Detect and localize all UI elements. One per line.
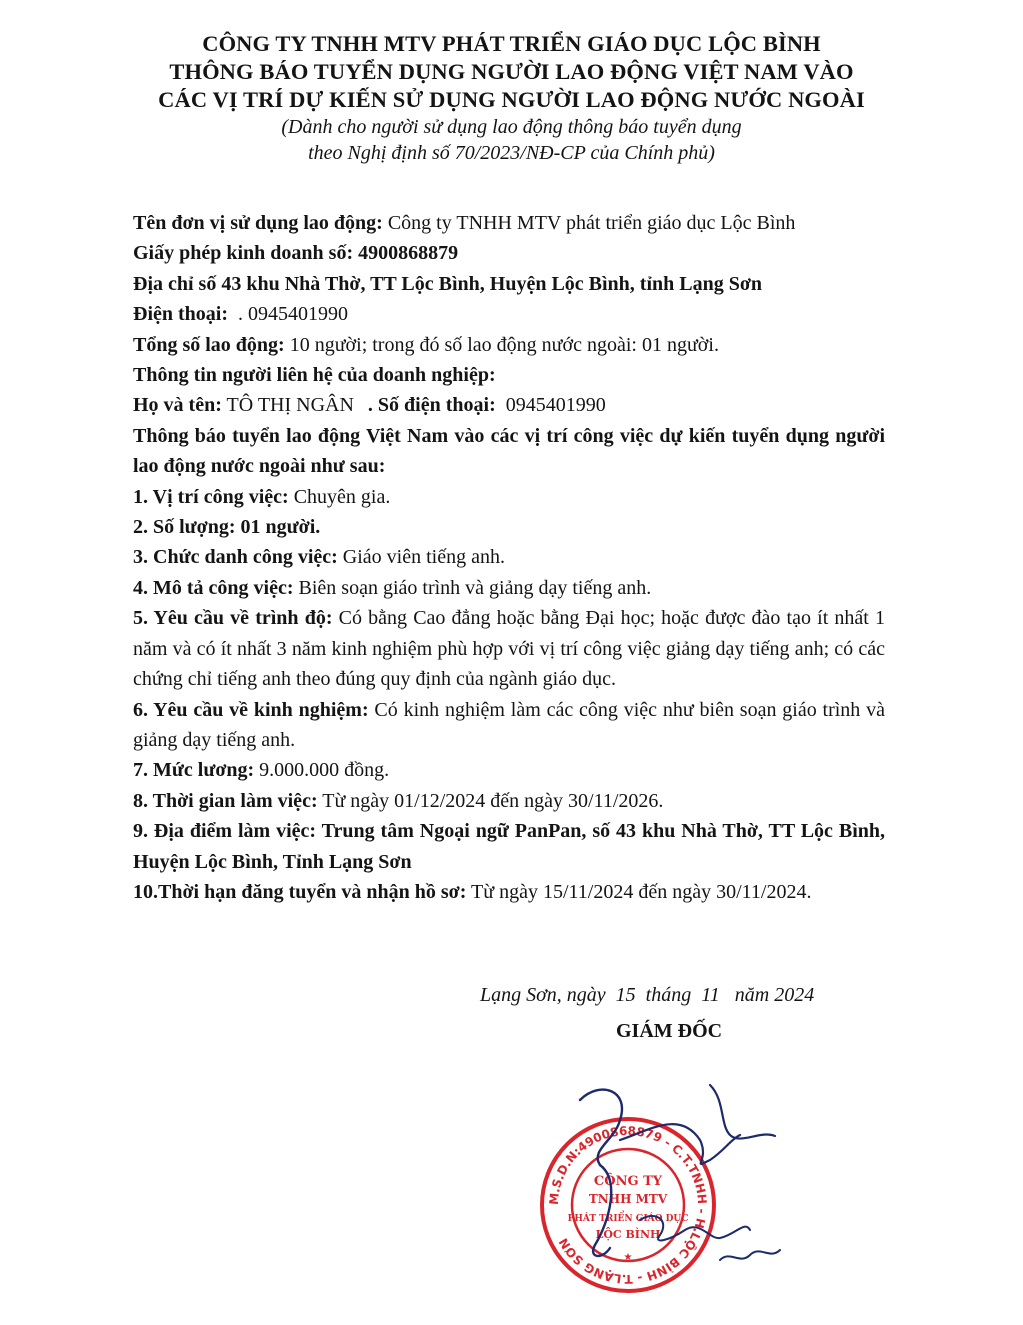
signature-handwritten-name: [640, 1216, 750, 1240]
item-1: [133, 482, 885, 512]
item-6: [133, 695, 885, 756]
item-10: [133, 877, 885, 907]
phone-line: [133, 299, 885, 329]
item-7-value: 9.000.000 đồng.: [254, 759, 390, 782]
address-text: Địa chỉ số 43 khu Nhà Thờ, TT Lộc Bình, Huyện Lộc Bình, tỉnh Lạng Sơn: [133, 272, 763, 295]
seal-line-4: LỘC BÌNH: [595, 1228, 661, 1241]
total-workers-label: Tổng số lao động:: [133, 333, 285, 356]
item-4-label: 4. Mô tả công việc:: [133, 576, 294, 599]
item-9-label: 9. Địa điểm làm việc: Trung tâm Ngoại ngữ PanPan, số 43 khu Nhà Thờ, TT Lộc Bình, Huyện Lộc Bình, Tỉnh Lạng Sơn: [133, 820, 885, 873]
item-4-value: Biên soạn giáo trình và giảng dạy tiếng anh.: [293, 576, 652, 599]
intro-text: Thông báo tuyển lao động Việt Nam vào các vị trí công việc dự kiến tuyển dụng người lao động nước ngoài như sau:: [133, 424, 885, 478]
seal-ring-text-path: M.S.D.N:4900868879 - C.T.TNHH - H.LỘC BÌNH - T.LẠNG SƠN: [546, 1123, 710, 1287]
contact-heading-line: [133, 360, 885, 390]
contact-line: [133, 390, 885, 420]
contact-heading: Thông tin người liên hệ của doanh nghiệp:: [133, 364, 496, 387]
seal-star-icon: ★: [623, 1252, 633, 1263]
item-3-label: 3. Chức danh công việc:: [133, 546, 338, 569]
notice-title-line-2: CÁC VỊ TRÍ DỰ KIẾN SỬ DỤNG NGƯỜI LAO ĐỘNG NƯỚC NGOÀI: [158, 87, 865, 112]
item-2: [133, 512, 885, 542]
item-2-label: 2. Số lượng: 01 người.: [133, 516, 321, 539]
signature-stroke-top: [710, 1085, 775, 1139]
contact-name-label: Họ và tên:: [133, 394, 222, 417]
item-5: [133, 603, 885, 694]
intro-paragraph: [133, 421, 885, 482]
address-line: [133, 269, 885, 299]
employer-line: [133, 208, 885, 238]
employer-value: Công ty TNHH MTV phát triển giáo dục Lộc Bình: [382, 212, 796, 234]
contact-phone-value: 0945401990: [495, 394, 606, 417]
seal-line-2: TNHH MTV: [588, 1192, 668, 1206]
document-header: [0, 30, 1023, 166]
phone-value: . 0945401990: [228, 303, 348, 326]
signature-stroke-main: [580, 1090, 622, 1256]
item-7-label: 7. Mức lương:: [133, 759, 255, 782]
director-signature: [560, 1070, 800, 1310]
phone-label: Điện thoại:: [133, 303, 228, 326]
item-3: [133, 542, 885, 572]
item-7: [133, 755, 885, 785]
item-8-label: 8. Thời gian làm việc:: [133, 789, 318, 812]
notice-title-line-1: THÔNG BÁO TUYỂN DỤNG NGƯỜI LAO ĐỘNG VIỆT NAM VÀO: [169, 59, 854, 84]
total-workers-value: 10 người; trong đó số lao động nước ngoài: 01 người.: [284, 333, 719, 356]
total-workers-line: [133, 330, 885, 360]
signature-date: Lạng Sơn, ngày 15 tháng 11 năm 2024: [480, 984, 815, 1006]
item-8-value: Từ ngày 01/12/2024 đến ngày 30/11/2026.: [317, 789, 664, 812]
company-name-heading: CÔNG TY TNHH MTV PHÁT TRIỂN GIÁO DỤC LỘC BÌNH: [202, 31, 821, 56]
item-3-value: Giáo viên tiếng anh.: [337, 546, 505, 569]
document-body: [133, 208, 885, 907]
contact-phone-label: . Số điện thoại:: [367, 394, 496, 417]
item-10-value: Từ ngày 15/11/2024 đến ngày 30/11/2024.: [466, 880, 812, 903]
item-9: [133, 816, 885, 877]
item-6-value: Có kinh nghiệm làm các công việc như biên soạn giáo trình và giảng dạy tiếng anh.: [133, 698, 885, 751]
item-6-label: 6. Yêu cầu về kinh nghiệm:: [133, 698, 369, 721]
item-10-label: 10.Thời hạn đăng tuyển và nhận hồ sơ:: [133, 880, 467, 903]
employer-label: Tên đơn vị sử dụng lao động:: [133, 212, 383, 234]
signature-graphic: [560, 1070, 800, 1310]
notice-subtitle-line-1: (Dành cho người sử dụng lao động thông báo tuyển dụng: [281, 116, 742, 138]
item-8: [133, 786, 885, 816]
item-5-label: 5. Yêu cầu về trình độ:: [133, 607, 333, 630]
seal-line-1: CÔNG TY: [593, 1174, 663, 1189]
license-text: Giấy phép kinh doanh số: 4900868879: [133, 242, 459, 265]
item-4: [133, 573, 885, 603]
notice-subtitle-line-2: theo Nghị định số 70/2023/NĐ-CP của Chính phủ): [308, 142, 715, 164]
signer-title: GIÁM ĐỐC: [616, 1020, 723, 1042]
seal-line-3: PHÁT TRIỂN GIÁO DỤC: [567, 1214, 689, 1224]
signature-stroke-flourish: [620, 1124, 740, 1164]
item-5-value: Có bằng Cao đẳng hoặc bằng Đại học; hoặc được đào tạo ít nhất 1 năm và có ít nhất 3 năm kinh nghiệm phù hợp với vị trí công việc giảng dạy tiếng anh; có các chứng chỉ tiếng anh theo đúng quy định của ngành giáo dục.: [133, 607, 886, 691]
item-1-label: 1. Vị trí công việc:: [133, 485, 289, 508]
license-line: [133, 238, 885, 268]
item-1-value: Chuyên gia.: [288, 485, 391, 508]
contact-name-value: TÔ THỊ NGÂN: [221, 394, 354, 417]
signature-stroke-bottom: [720, 1250, 780, 1260]
